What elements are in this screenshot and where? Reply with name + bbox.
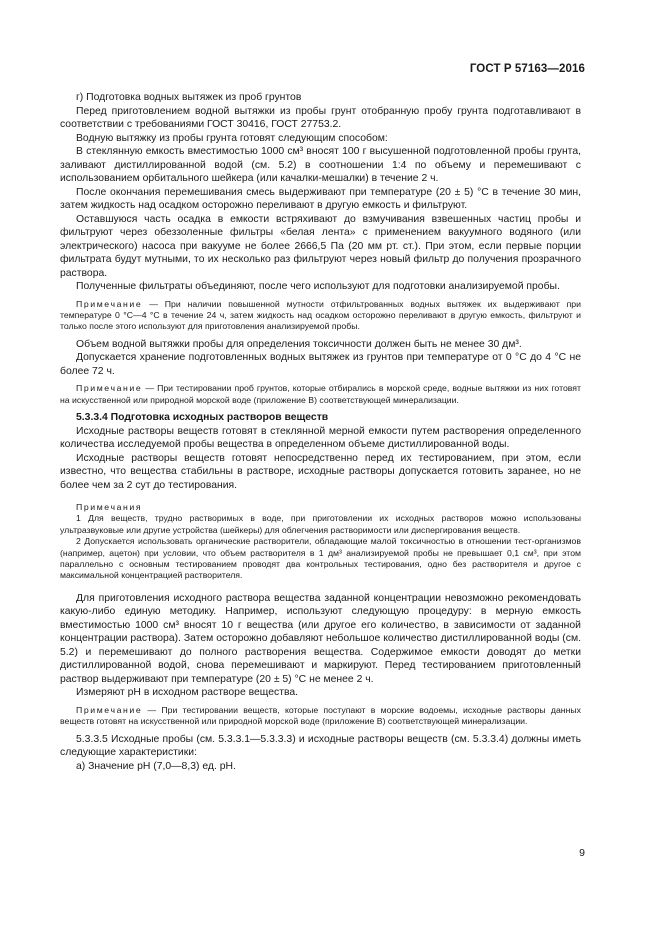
paragraph: Водную вытяжку из пробы грунта готовят следующим способом: <box>76 132 388 144</box>
paragraph: г) Подготовка водных вытяжек из проб грунтов <box>76 92 302 103</box>
note-text: — При тестировании проб грунтов, которые отбирались в морской среде, водные вытяжки из них готовят на искусственной или природной морской воде (приложение В) соответствующей минерализации. <box>60 383 581 405</box>
note-text: — При тестировании веществ, которые поступают в морские водоемы, исходные растворы данных веществ готовят на искусственной или природной морской воде (приложение В) соответствующей минерализации. <box>60 704 581 727</box>
note-text: 1 Для веществ, трудно растворимых в воде, при приготовлении их исходных растворов можно использованы ультразвуковые или другие устройства (шейкеры) для облегчения растворимости или диспергирования веществ. <box>60 513 581 535</box>
page-number: 9 <box>579 847 585 859</box>
paragraph: а) Значение рН (7,0—8,3) ед. рН. <box>76 760 236 772</box>
paragraph: Оставшуюся часть осадка в емкости встряхивают до взмучивания взвешенных частиц пробы и фильтруют через обеззоленные фильтры «белая лента» с применением вакуумного водяного (или электрического) насоса при вакууме не более 2666,5 Па (20 мм рт. ст.). При этом, если первые порции фильтрата будут мутными, то их несколько раз фильтруют через новый фильтр до получения прозрачного раствора. <box>60 213 581 279</box>
paragraph: Перед приготовлением водной вытяжки из пробы грунт отобранную пробу грунта подготавливают в соответствии с требованиями ГОСТ 30416, ГОСТ 27753.2. <box>60 105 581 130</box>
paragraph: 5.3.3.5 Исходные пробы (см. 5.3.3.1—5.3.3.3) и исходные растворы веществ (см. 5.3.3.4) должны иметь следующие характеристики: <box>60 733 581 759</box>
note <box>60 705 581 728</box>
section-heading: 5.3.3.4 Подготовка исходных растворов веществ <box>76 412 329 424</box>
note-text: 2 Допускается использовать органические растворители, обладающие малой токсичностью в отношении тест-организмов (например, ацетон) при условии, что объем растворителя в 1 дм³ анализируемой пробы не превышает 0,1 см³, при этом параллельно с основным тестированием проводят два контрольных тестирования, одно без растворителя и другое с максимальной концентрацией растворителя. <box>60 536 581 581</box>
paragraph: Исходные растворы веществ готовят непосредственно перед их тестированием, при этом, если известно, что вещества стабильны в растворе, исходные растворы допускается готовить заранее, но не более чем за 2 сут до тестирования. <box>60 452 581 491</box>
paragraph: Объем водной вытяжки пробы для определения токсичности должен быть не менее 30 дм³. <box>76 338 522 350</box>
note-label: Примечание <box>76 704 143 715</box>
document-body <box>60 91 581 773</box>
note-label: Примечание <box>76 298 143 309</box>
paragraph: Исходные растворы веществ готовят в стеклянной мерной емкости путем растворения определенного количества исследуемой пробы вещества в определенном объеме дистиллированной воды. <box>60 425 581 451</box>
note <box>60 536 581 582</box>
notes-heading: Примечания <box>76 502 143 513</box>
paragraph: После окончания перемешивания смесь выдерживают при температуре (20 ± 5) °С в течение 30 мин, затем жидкость над осадком осторожно переливают в другую емкость и фильтруют. <box>60 186 581 211</box>
paragraph: Измеряют рН в исходном растворе вещества. <box>76 687 299 699</box>
paragraph: Допускается хранение подготовленных водных вытяжек из грунтов при температуре от 0 °С до 4 °С не более 72 ч. <box>60 352 581 377</box>
note <box>60 383 581 406</box>
paragraph: В стеклянную емкость вместимостью 1000 см³ вносят 100 г высушенной подготовленной пробы грунта, заливают дистиллированной водой (см. 5.2) в соотношении 1:4 по объему и перемешивают с использованием орбитального шейкера (или качалки-мешалки) в течение 2 ч. <box>60 146 581 184</box>
note <box>60 299 581 333</box>
paragraph: Для приготовления исходного раствора вещества заданной концентрации невозможно рекомендовать какую-либо единую методику. Например, используют следующую процедуру: в мерную емкость вместимостью 1000 см³ вносят 10 г вещества (или другое его количество, в зависимости от заданной концентрации раствора). Затем осторожно добавляют небольшое количество дистиллированной воды (см. 5.2) и перемешивают до полного растворения вещества. Содержимое емкости доводят до метки дистиллированной водой, снова перемешивают и маркируют. Перед тестированием приготовленный раствор выдерживают при температуре (20 ± 5) °С не менее 2 ч. <box>60 592 581 685</box>
note-text: — При наличии повышенной мутности отфильтрованных водных вытяжек их выдерживают при температуре 0 °С—4 °С в течение 24 ч, затем жидкость над осадком осторожно переливают в другую емкость, фильтруют и только после этого используют для приготовления анализируемой пробы. <box>60 298 581 332</box>
paragraph: Полученные фильтраты объединяют, после чего используют для подготовки анализируемой пробы. <box>76 281 560 292</box>
note <box>60 513 581 536</box>
document-id-header: ГОСТ Р 57163—2016 <box>469 63 585 75</box>
note-label: Примечание <box>76 383 143 394</box>
